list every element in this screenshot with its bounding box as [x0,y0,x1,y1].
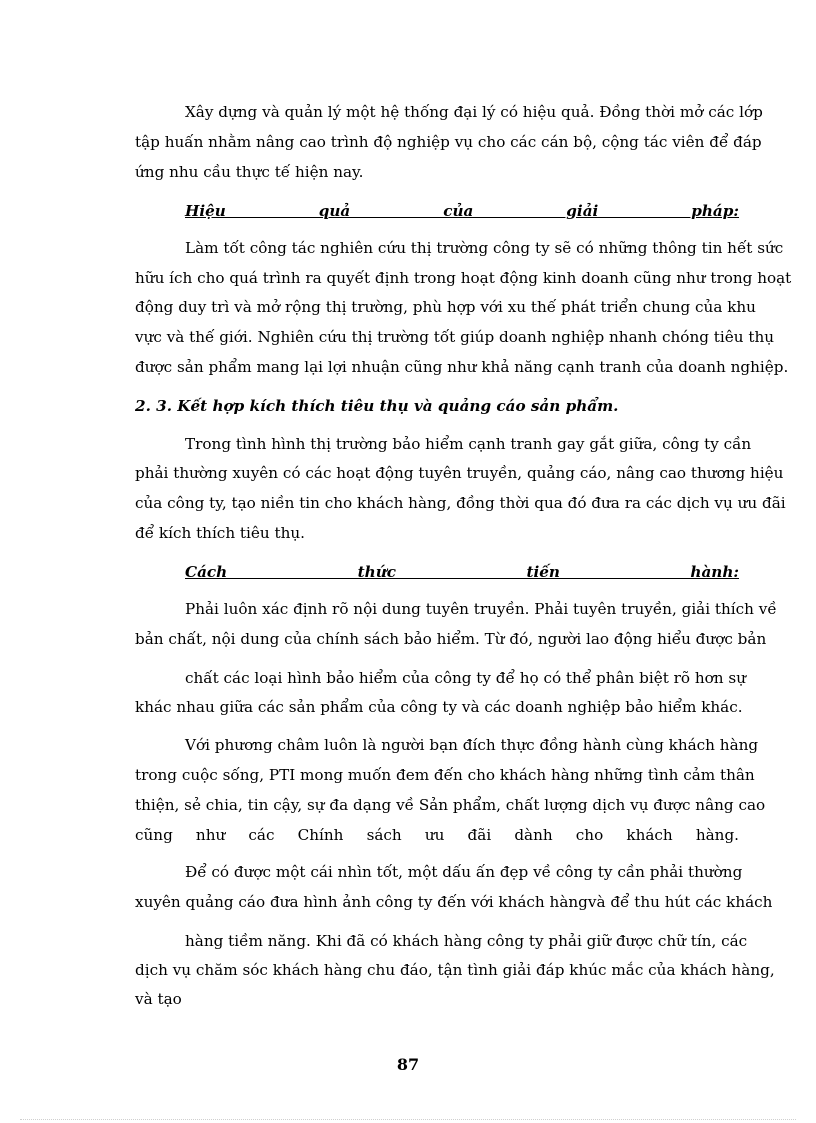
subheading-method: Cách thức tiến hành: [185,563,739,581]
paragraph-line: xuyên quảng cáo đưa hình ảnh công ty đến với khách hàngvà để thu hút các khách [135,893,773,911]
paragraph-line: thiện, sẻ chia, tin cậy, sự đa dạng về Sản phẩm, chất lượng dịch vụ được nâng cao [135,796,766,814]
paragraph-line: để kích thích tiêu thụ. [135,524,305,542]
paragraph-line: tập huấn nhằm nâng cao trình độ nghiệp vụ cho các cán bộ, cộng tác viên để đáp [135,133,762,151]
paragraph-line: Trong tình hình thị trường bảo hiểm cạnh tranh gay gắt giữa, công ty cần [185,435,752,453]
subheading-solution-effect: Hiệu quả của giải pháp: [185,202,739,220]
paragraph-line: được sản phẩm mang lại lợi nhuận cũng như khả năng cạnh tranh của doanh nghiệp. [135,358,789,376]
paragraph-line: động duy trì và mở rộng thị trường, phù hợp với xu thế phát triển chung của khu [135,298,756,316]
paragraph-line: khác nhau giữa các sản phẩm của công ty và các doanh nghiệp bảo hiểm khác. [135,698,743,716]
paragraph-line: hàng tiềm năng. Khi đã có khách hàng công ty phải giữ được chữ tín, các [185,932,748,950]
paragraph-line: Phải luôn xác định rõ nội dung tuyên truyền. Phải tuyên truyền, giải thích về [185,600,777,618]
paragraph-line: Để có được một cái nhìn tốt, một dấu ấn đẹp về công ty cần phải thường [185,863,743,881]
paragraph-line: cũng như các Chính sách ưu đãi dành cho khách hàng. [135,826,739,844]
page-number: 87 [396,1055,420,1074]
paragraph-line: dịch vụ chăm sóc khách hàng chu đáo, tận tình giải đáp khúc mắc của khách hàng, [135,961,775,979]
paragraph-line: vực và thế giới. Nghiên cứu thị trường tốt giúp doanh nghiệp nhanh chóng tiêu thụ [135,328,775,346]
paragraph-line: ứng nhu cầu thực tế hiện nay. [135,163,364,181]
paragraph-line: của công ty, tạo niền tin cho khách hàng, đồng thời qua đó đưa ra các dịch vụ ưu đãi [135,494,786,512]
paragraph-line: Làm tốt công tác nghiên cứu thị trường công ty sẽ có những thông tin hết sức [185,239,784,257]
paragraph-line: trong cuộc sống, PTI mong muốn đem đến cho khách hàng những tình cảm thân [135,766,755,784]
paragraph-line: Xây dựng và quản lý một hệ thống đại lý có hiệu quả. Đồng thời mở các lớp [185,103,763,121]
section-title: 2. 3. Kết hợp kích thích tiêu thụ và quảng cáo sản phẩm. [135,397,619,415]
paragraph-line: phải thường xuyên có các hoạt động tuyên truyền, quảng cáo, nâng cao thương hiệu [135,464,784,482]
paragraph-line: Với phương châm luôn là người bạn đích thực đồng hành cùng khách hàng [185,736,759,754]
page-bottom-divider [20,1119,796,1120]
paragraph-line: và tạo [135,990,182,1008]
paragraph-line: bản chất, nội dung của chính sách bảo hiểm. Từ đó, người lao động hiểu được bản [135,630,767,648]
paragraph-line: chất các loại hình bảo hiểm của công ty để họ có thể phân biệt rõ hơn sự [185,669,746,687]
paragraph-line: hữu ích cho quá trình ra quyết định trong hoạt động kinh doanh cũng như trong hoạt [135,269,792,287]
